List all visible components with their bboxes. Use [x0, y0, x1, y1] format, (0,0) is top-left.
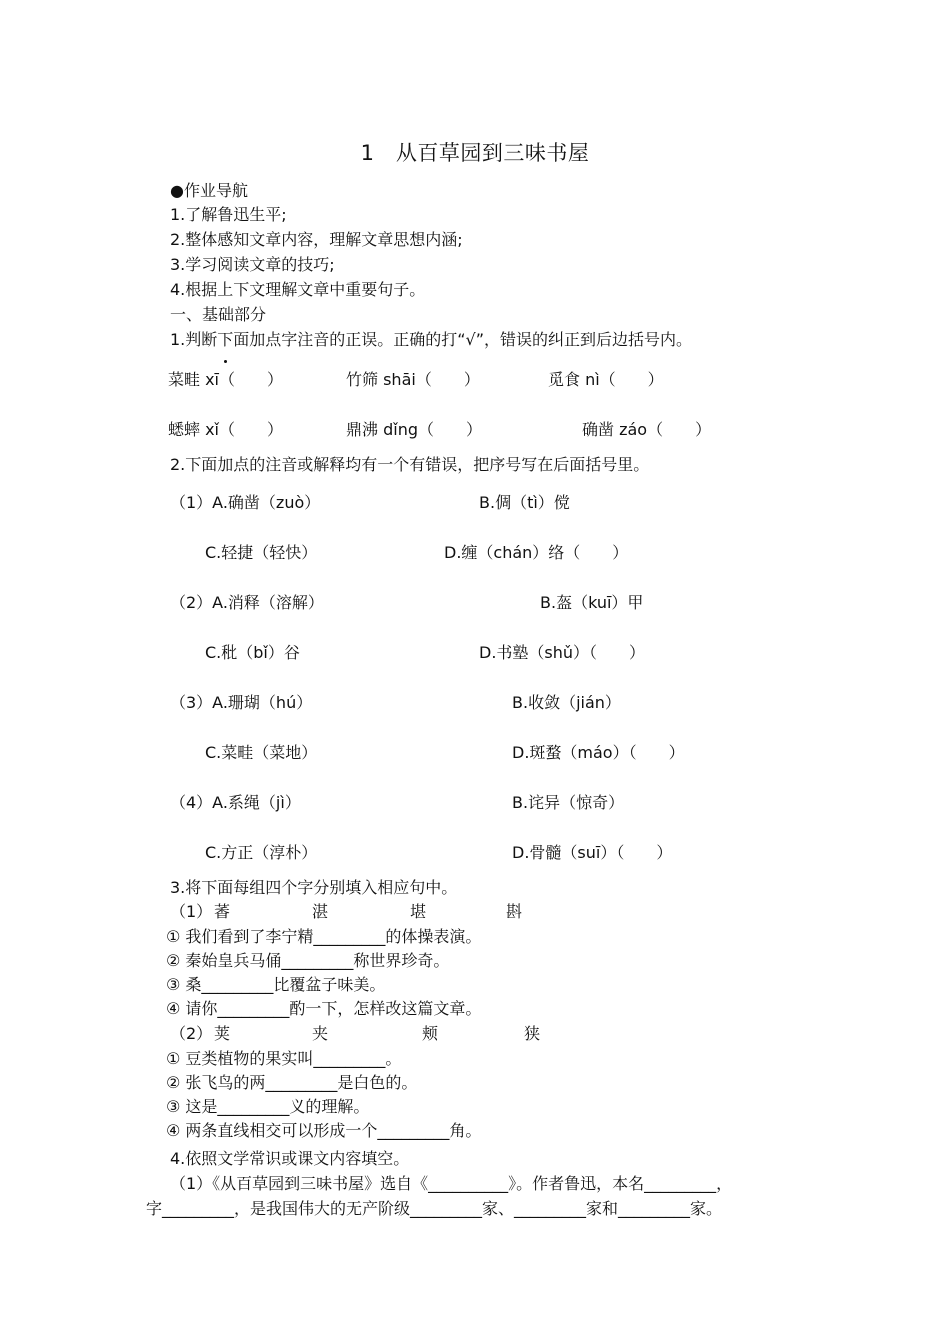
pinyin-item: 竹筛 shāi（ ） [346, 370, 480, 389]
char-option: 夹 [312, 1024, 329, 1043]
option-item: B.倜（tì）傥 [479, 493, 570, 512]
char-set-label: （1） [170, 902, 213, 921]
option-item: D.斑蝥（máo）（ ） [512, 743, 685, 762]
char-option: 斟 [506, 902, 523, 921]
char-option: 颊 [422, 1024, 439, 1043]
option-item: C.菜畦（菜地） [205, 743, 318, 762]
option-item: （4）A.系绳（jì） [170, 793, 301, 812]
char-set-label: （2） [170, 1024, 213, 1043]
pinyin-item: 蟋蟀 xǐ（ ） [168, 420, 284, 439]
char-option: 湛 [312, 902, 329, 921]
option-item: （3）A.珊瑚（hú） [170, 693, 313, 712]
nav-item: 3.学习阅读文章的技巧; [170, 255, 335, 274]
option-item: （2）A.消释（溶解） [170, 593, 324, 612]
option-item: （1）A.确凿（zuò） [170, 493, 321, 512]
nav-heading: ●作业导航 [170, 181, 248, 200]
question-stem: 3.将下面每组四个字分别填入相应句中。 [170, 878, 458, 897]
fill-sentence: ② 张飞鸟的两_________是白色的。 [166, 1073, 418, 1092]
option-item: D.骨髓（suī）（ ） [512, 843, 673, 862]
fill-sentence: ③ 这是_________义的理解。 [166, 1097, 370, 1116]
char-option: 堪 [410, 902, 427, 921]
option-item: C.秕（bǐ）谷 [205, 643, 300, 662]
nav-item: 2.整体感知文章内容，理解文章思想内涵; [170, 230, 463, 249]
page-title: 1 从百草园到三味书屋 [360, 141, 590, 165]
fill-sentence: ③ 桑_________比覆盆子味美。 [166, 975, 386, 994]
option-item: C.方正（淳朴） [205, 843, 318, 862]
char-option: 狭 [524, 1024, 541, 1043]
fill-sentence: ① 我们看到了李宁精_________的体操表演。 [166, 927, 482, 946]
question-stem: 2.下面加点的注音或解释均有一个有错误，把序号写在后面括号里。 [170, 455, 650, 474]
question-stem: 4.依照文学常识或课文内容填空。 [170, 1149, 410, 1168]
option-item: B.盔（kuī）甲 [540, 593, 644, 612]
section-heading: 一、基础部分 [170, 305, 267, 324]
char-option: 萫 [214, 902, 231, 921]
fill-sentence: ② 秦始皇兵马俑_________称世界珍奇。 [166, 951, 450, 970]
fill-sentence: ① 豆类植物的果实叫_________。 [166, 1049, 402, 1068]
fill-sentence: ④ 请你_________酌一下，怎样改这篇文章。 [166, 999, 482, 1018]
nav-item: 1.了解鲁迅生平; [170, 205, 287, 224]
pinyin-item: 觅食 nì（ ） [548, 370, 664, 389]
option-item: B.收敛（jián） [512, 693, 621, 712]
pinyin-item: 鼎沸 dǐng（ ） [346, 420, 482, 439]
question-stem: 1.判断下面加点字注音的正误。正确的打“√”，错误的纠正到后边括号内。 [170, 330, 693, 349]
pinyin-item: 确凿 záo（ ） [582, 420, 712, 439]
fill-sentence: ④ 两条直线相交可以形成一个_________角。 [166, 1121, 482, 1140]
fill-sentence: （1）《从百草园到三味书屋》选自《__________》。作者鲁迅，本名_________， [170, 1174, 733, 1193]
fill-sentence: 字_________，是我国伟大的无产阶级_________家、_________家和_________家。 [146, 1199, 723, 1218]
dot-mark: 菜畦 xī（ ） [168, 370, 284, 389]
option-item: C.轻捷（轻快） [205, 543, 318, 562]
option-item: D.书塾（shǔ）（ ） [479, 643, 646, 662]
option-item: B.诧异（惊奇） [512, 793, 625, 812]
option-item: D.缠（chán）络（ ） [444, 543, 629, 562]
pinyin-item [168, 370, 283, 390]
nav-item: 4.根据上下文理解文章中重要句子。 [170, 280, 426, 299]
char-option: 荚 [214, 1024, 231, 1043]
